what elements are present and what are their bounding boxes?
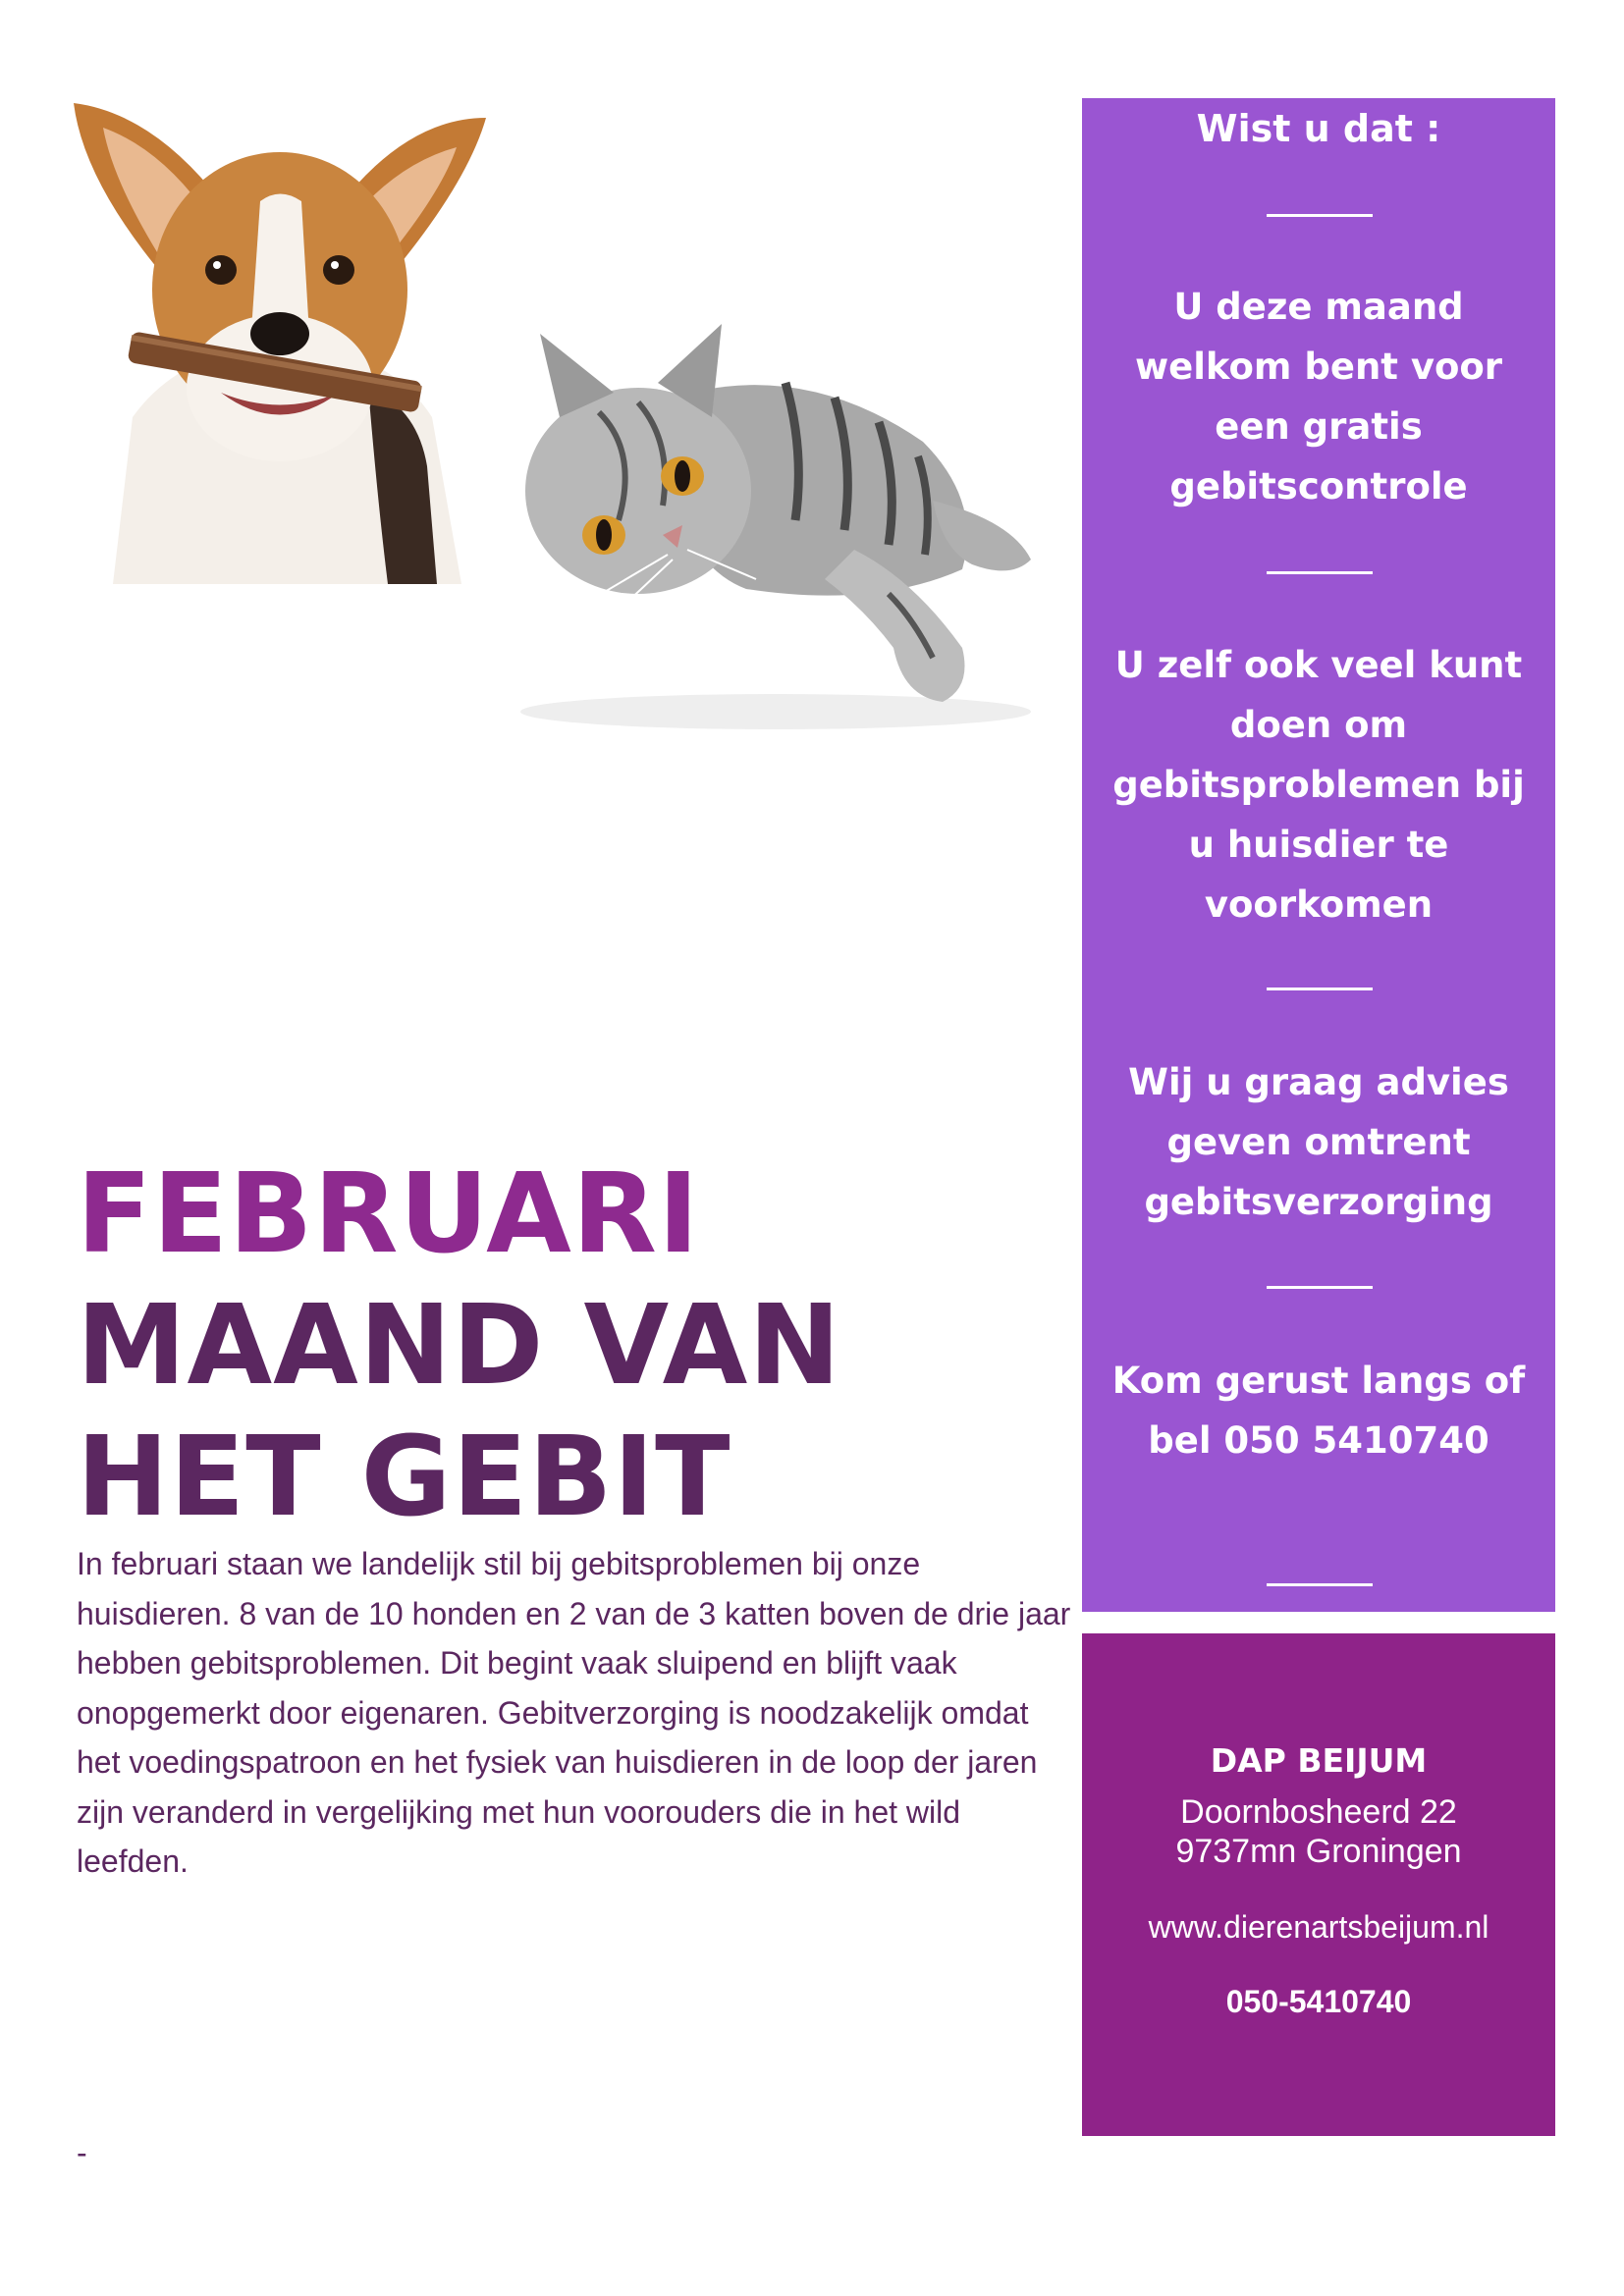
intro-paragraph: In februari staan we landelijk stil bij gebitsproblemen bij onze huisdieren. 8 van de 10 honden en 2 van de 3 katten boven de drie jaar hebben gebitsproblemen. Dit begint vaak sluipend en blijft vaak onopgemerkt door eigenaren. Gebitverzorging is noodzakelijk omdat het voedingspatroon en het fysiek van huisdieren in de loop der jaren zijn veranderd in vergelijking met hun voorouders die in het wild leefden. (77, 1546, 1071, 1879)
clinic-phone: 050-5410740 (1225, 1984, 1412, 2019)
tip-item: U deze maand welkom bent voor een gratis gebitscontrole (1134, 286, 1503, 507)
did-you-know-title: Wist u dat : (1196, 107, 1441, 150)
tip-item: Wij u graag advies geven omtrent gebitsverzorging (1128, 1061, 1509, 1223)
headline-line-2: MAAND VAN (77, 1282, 841, 1410)
cat-photo (501, 324, 1051, 736)
did-you-know-panel (1082, 98, 1555, 1612)
divider (1267, 571, 1373, 574)
divider (1267, 1286, 1373, 1289)
clinic-name: DAP BEIJUM (1210, 1741, 1428, 1780)
headline (77, 1148, 1058, 1543)
dog-photo (74, 93, 496, 584)
headline-month: FEBRUARI (77, 1150, 700, 1278)
tip-item: U zelf ook veel kunt doen om gebitsproblemen bij u huisdier te voorkomen (1112, 644, 1525, 926)
divider (1267, 1583, 1373, 1586)
divider (1267, 988, 1373, 990)
divider (1267, 214, 1373, 217)
contact-panel (1082, 1633, 1555, 2136)
clinic-website-link[interactable]: www.dierenartsbeijum.nl (1148, 1909, 1489, 1945)
tip-item: Kom gerust langs of bel 050 5410740 (1111, 1360, 1526, 1462)
footer-mark: - (77, 2135, 87, 2170)
headline-line-3: HET GEBIT (77, 1414, 731, 1541)
clinic-city: 9737mn Groningen (1175, 1833, 1462, 1870)
clinic-street: Doornbosheerd 22 (1180, 1793, 1457, 1831)
